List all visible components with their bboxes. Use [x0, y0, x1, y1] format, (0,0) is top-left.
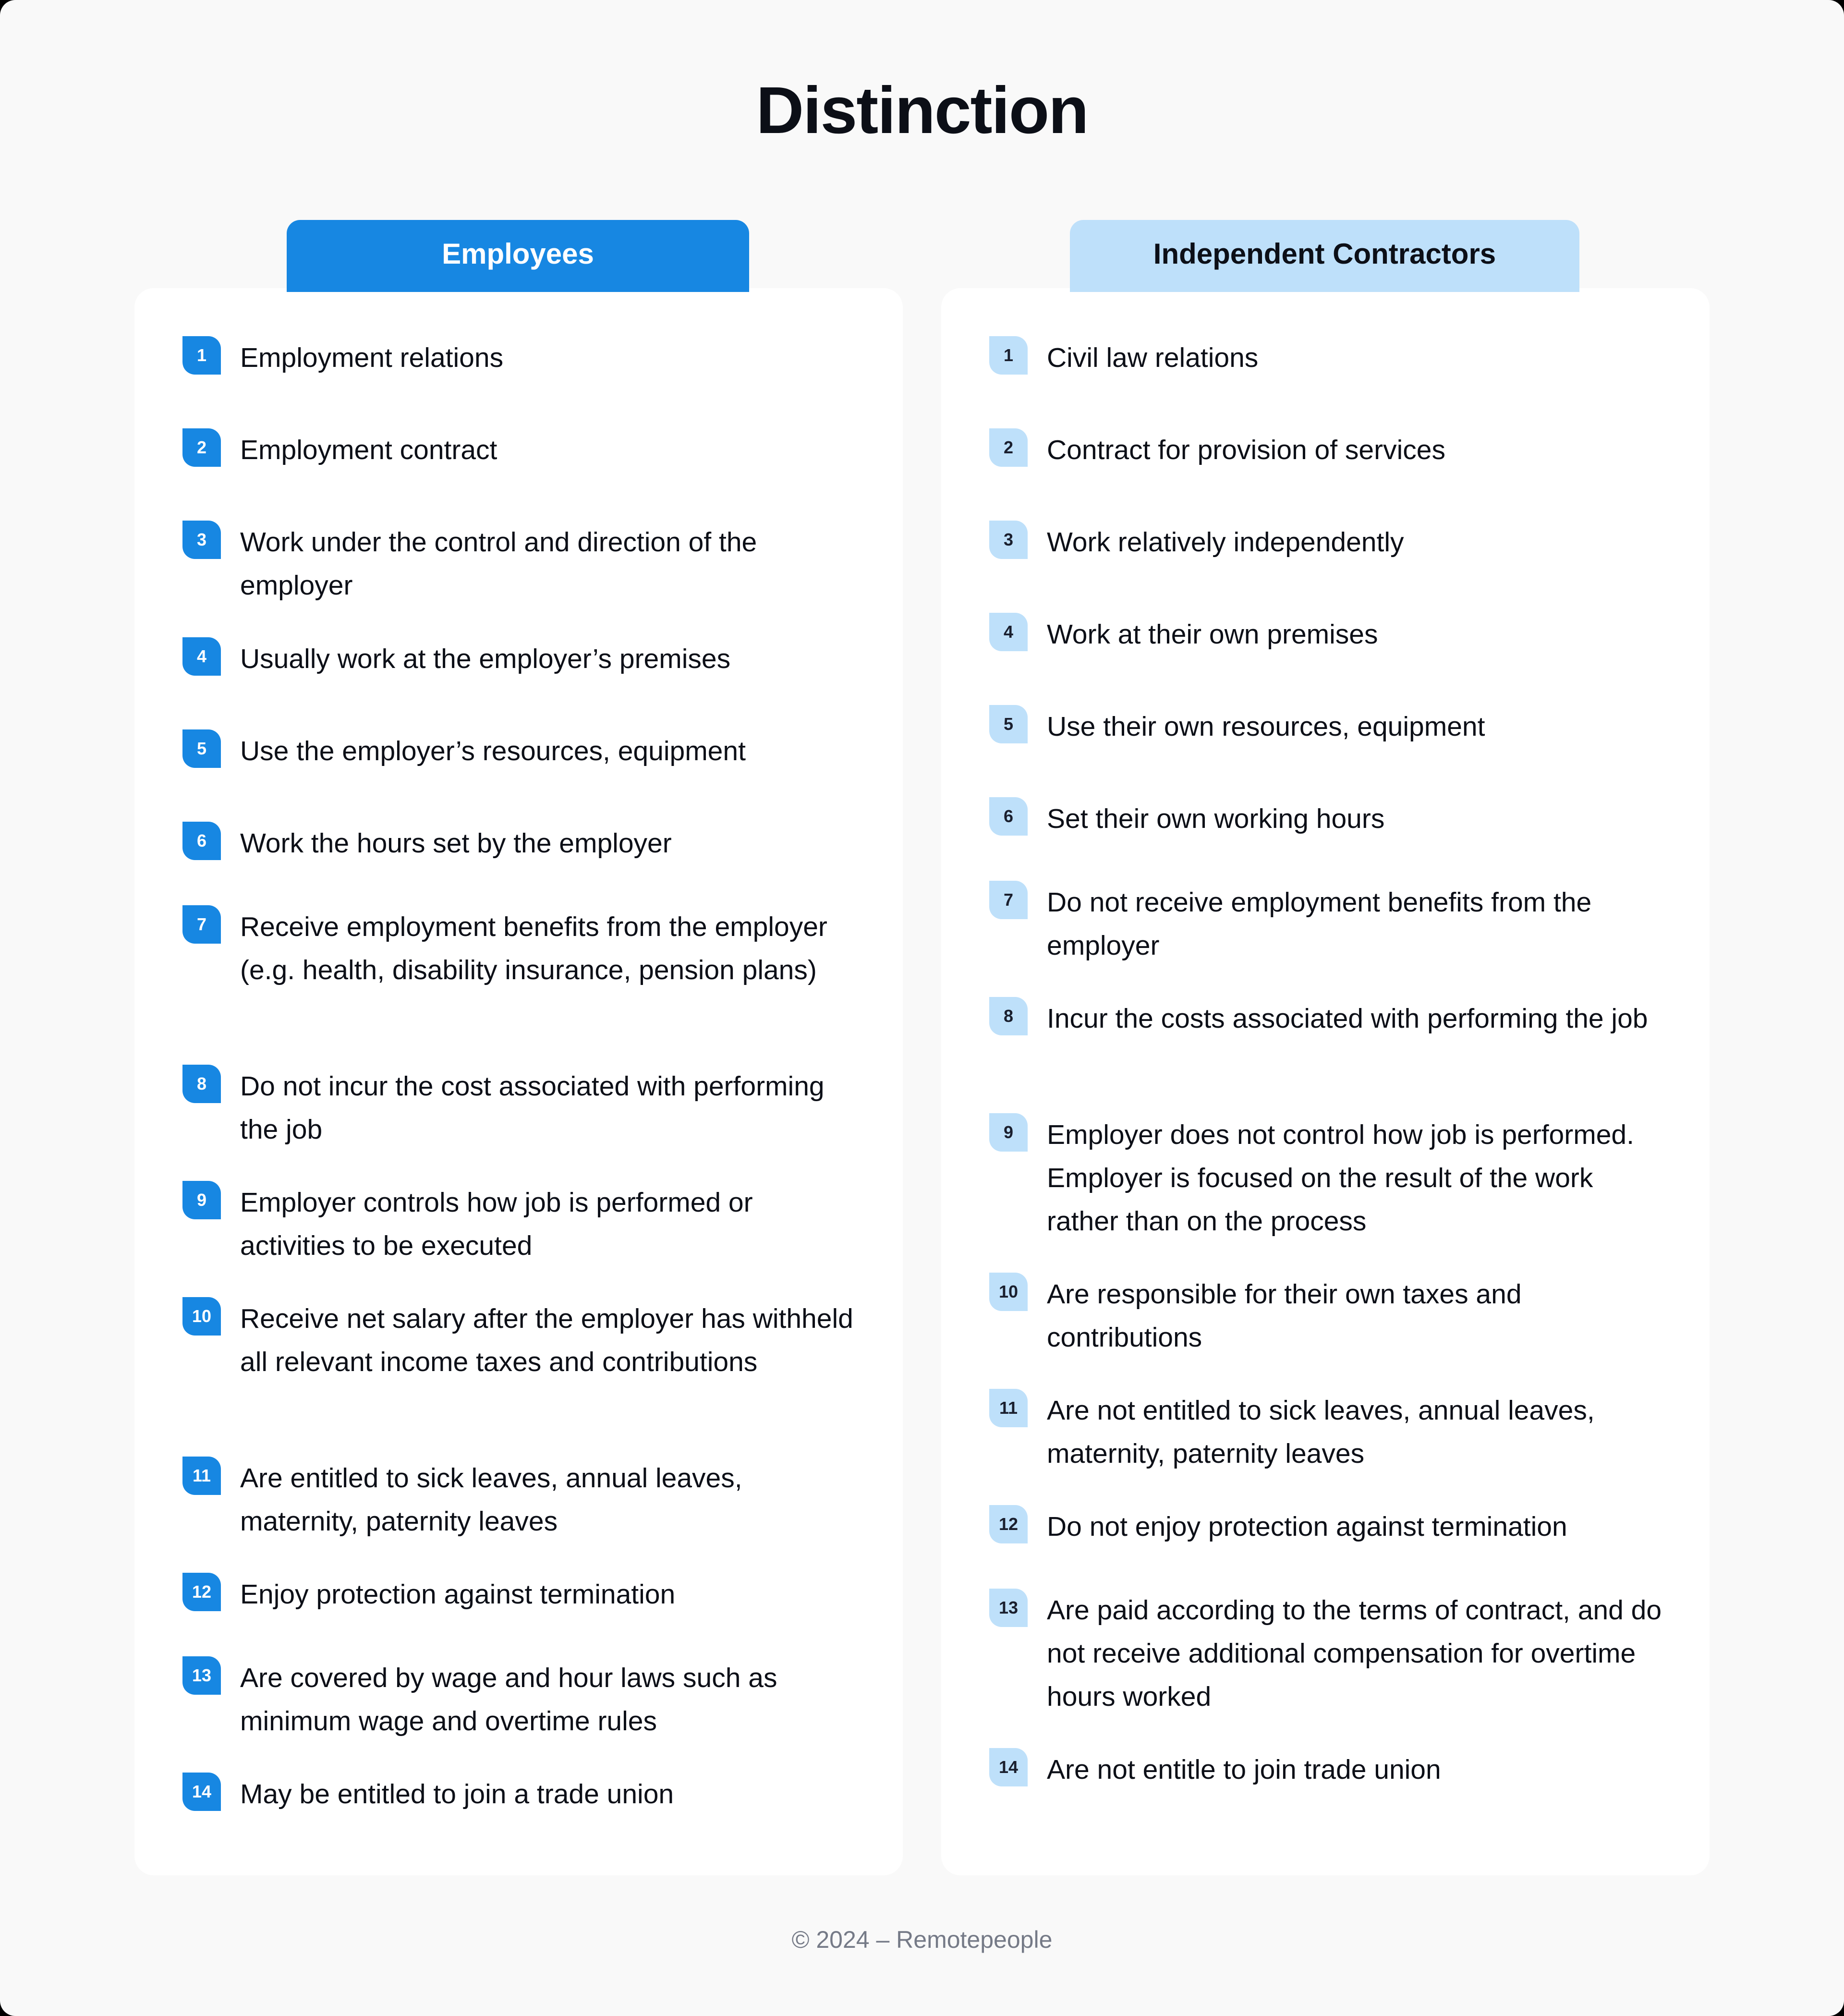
list-item: [182, 1773, 864, 1816]
number-badge: 13: [989, 1589, 1028, 1627]
number-badge: 4: [989, 613, 1028, 651]
page-title: Distinction: [756, 73, 1088, 147]
list-item: [182, 1457, 864, 1543]
list-item-text: Contract for provision of services: [1047, 435, 1445, 465]
list-item-text: Use the employer’s resources, equipment: [240, 736, 746, 766]
list-item: [989, 1589, 1671, 1718]
list-item: [182, 729, 864, 773]
number-badge: 11: [182, 1457, 221, 1495]
number-badge: 3: [182, 521, 221, 559]
number-badge: 6: [182, 822, 221, 860]
list-item: [989, 1389, 1671, 1475]
list-item: [182, 428, 864, 472]
number-badge: 1: [182, 336, 221, 375]
list-item-text: Are not entitle to join trade union: [1047, 1754, 1441, 1785]
list-item-text: Receive net salary after the employer has withheld all relevant income taxes and contributions: [240, 1303, 853, 1377]
list-item-text: Employer does not control how job is performed. Employer is focused on the result of the work rather than on the process: [1047, 1119, 1634, 1237]
list-item-text: Work under the control and direction of the employer: [240, 527, 757, 601]
number-badge: 9: [989, 1113, 1028, 1152]
list-item: [989, 336, 1671, 379]
list-item: [182, 822, 864, 865]
list-item-text: Enjoy protection against termination: [240, 1579, 676, 1610]
list-item-text: Do not enjoy protection against termination: [1047, 1511, 1567, 1542]
number-badge: 7: [989, 881, 1028, 919]
list-item: [182, 1656, 864, 1743]
list-item-text: Are entitled to sick leaves, annual leaves, maternity, paternity leaves: [240, 1463, 742, 1537]
list-item-text: Work the hours set by the employer: [240, 828, 672, 859]
list-item: [989, 881, 1671, 967]
list-item-text: Work relatively independently: [1047, 527, 1404, 558]
list-item-text: Usually work at the employer’s premises: [240, 644, 731, 674]
list-item: [989, 613, 1671, 656]
number-badge: 4: [182, 637, 221, 676]
list-item: [989, 521, 1671, 564]
list-item-text: Are covered by wage and hour laws such as minimum wage and overtime rules: [240, 1663, 777, 1737]
list-item: [989, 997, 1671, 1040]
list-item: [182, 1065, 864, 1151]
number-badge: 12: [989, 1505, 1028, 1543]
list-item-text: Employment relations: [240, 342, 504, 373]
number-badge: 14: [182, 1773, 221, 1811]
number-badge: 8: [989, 997, 1028, 1035]
contractors-card: [941, 288, 1710, 1875]
list-item-text: May be entitled to join a trade union: [240, 1779, 674, 1810]
number-badge: 8: [182, 1065, 221, 1103]
contractors-header-tab: Independent Contractors: [1070, 220, 1579, 292]
number-badge: 5: [989, 705, 1028, 743]
list-item: [182, 336, 864, 379]
number-badge: 5: [182, 729, 221, 768]
number-badge: 9: [182, 1181, 221, 1219]
number-badge: 13: [182, 1656, 221, 1695]
list-item-text: Employer controls how job is performed or activities to be executed: [240, 1187, 753, 1261]
number-badge: 11: [989, 1389, 1028, 1427]
list-item-text: Are not entitled to sick leaves, annual leaves, maternity, paternity leaves: [1047, 1395, 1595, 1469]
list-item: [182, 1181, 864, 1267]
list-item-text: Incur the costs associated with performing the job: [1047, 1003, 1648, 1034]
list-item: [989, 797, 1671, 840]
list-item: [182, 1573, 864, 1616]
list-item: [989, 1505, 1671, 1548]
copyright-footer: © 2024 – Remotepeople: [791, 1926, 1053, 1953]
number-badge: 10: [182, 1297, 221, 1336]
list-item: [182, 521, 864, 607]
list-item: [989, 1113, 1671, 1243]
employees-header-tab: Employees: [287, 220, 749, 292]
list-item: [182, 637, 864, 680]
number-badge: 1: [989, 336, 1028, 375]
list-item: [989, 1748, 1671, 1791]
list-item-text: Do not incur the cost associated with performing the job: [240, 1071, 825, 1145]
number-badge: 10: [989, 1273, 1028, 1311]
number-badge: 2: [182, 428, 221, 467]
list-item-text: Use their own resources, equipment: [1047, 711, 1485, 742]
list-item: [182, 1297, 864, 1384]
list-item-text: Are responsible for their own taxes and contributions: [1047, 1279, 1522, 1353]
list-item: [989, 1273, 1671, 1359]
employees-card: [134, 288, 903, 1875]
list-item: [182, 905, 864, 992]
number-badge: 12: [182, 1573, 221, 1611]
list-item-text: Employment contract: [240, 435, 497, 465]
list-item-text: Are paid according to the terms of contract, and do not receive additional compensation for overtime hours worked: [1047, 1595, 1662, 1712]
number-badge: 14: [989, 1748, 1028, 1786]
list-item: [989, 705, 1671, 748]
list-item-text: Work at their own premises: [1047, 619, 1378, 650]
list-item: [989, 428, 1671, 472]
number-badge: 2: [989, 428, 1028, 467]
list-item-text: Set their own working hours: [1047, 803, 1385, 834]
number-badge: 3: [989, 521, 1028, 559]
list-item-text: Receive employment benefits from the employer (e.g. health, disability insurance, pension plans): [240, 911, 827, 985]
list-item-text: Do not receive employment benefits from the employer: [1047, 887, 1592, 961]
number-badge: 7: [182, 905, 221, 944]
number-badge: 6: [989, 797, 1028, 836]
list-item-text: Civil law relations: [1047, 342, 1259, 373]
